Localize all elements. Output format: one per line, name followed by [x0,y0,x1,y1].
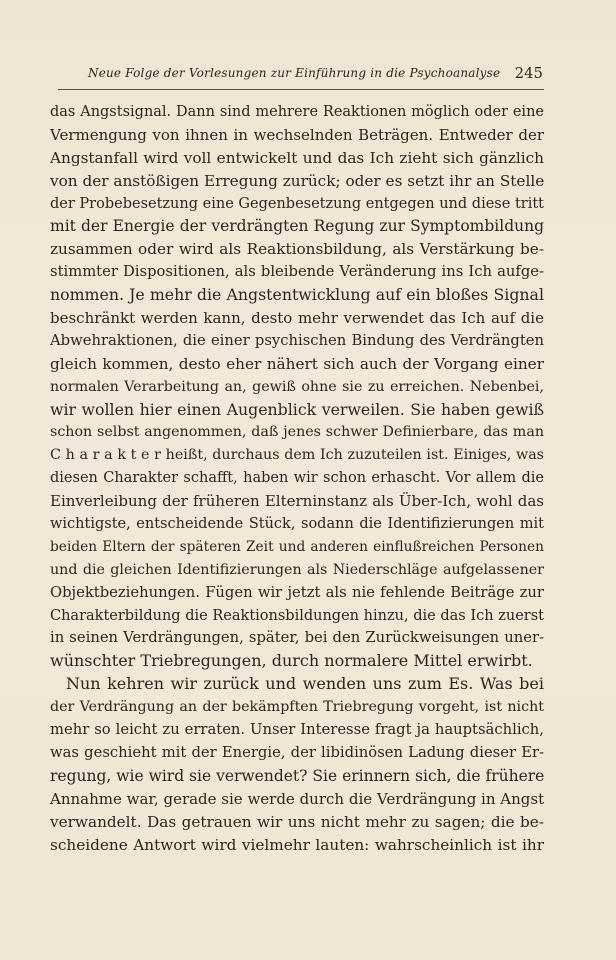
text-line: von der anstößigen Erregung zurück; oder es setzt ihr an Stelle [50,171,544,190]
text-line: Annahme war, gerade sie werde durch die Verdrängung in Angst [50,789,544,808]
text-line: wir wollen hier einen Augenblick verweilen. Sie haben gewiß [50,399,544,419]
text-line: diesen Charakter schafft, haben wir schon erhascht. Vor allem die [50,470,544,487]
text-line: Abwehraktionen, die einer psychischen Bindung des Verdrängten [50,331,544,349]
text-line: Angstanfall wird voll entwickelt und das Ich zieht sich gänzlich [50,148,544,167]
text-line: der Probebesetzung eine Gegenbesetzung entgegen und diese tritt [50,195,544,212]
text-line: nommen. Je mehr die Angstentwicklung auf ein bloßes Signal [50,285,544,305]
text-line: das Angstsignal. Dann sind mehrere Reaktionen möglich oder eine [50,104,544,120]
body-text [50,101,544,856]
text-line: Einverleibung der früheren Elterninstanz als Über-Ich, wohl das [50,492,544,511]
header-rule [58,89,544,90]
text-line: zusammen oder wird als Reaktionsbildung, als Verstärkung be- [50,240,544,259]
text-line: in seinen Verdrängungen, später, bei den Zurückweisungen uner- [50,629,544,647]
text-line: und die gleichen Identifizierungen als Niederschläge aufgelassener [50,561,544,578]
running-head [88,62,543,86]
text-line: wünschter Triebregungen, durch normalere Mittel erwirbt. [50,651,533,671]
text-line: Charakterbildung die Reaktionsbildungen hinzu, die das Ich zuerst [50,607,544,624]
text-line: verwandelt. Das getrauen wir uns nicht mehr zu sagen; die be- [50,812,544,831]
text-line: mit der Energie der verdrängten Regung zur Symptombildung [50,217,544,236]
page-number: 245 [514,66,543,82]
text-line: wichtigste, entscheidende Stück, sodann die Identifizierungen mit [50,516,544,533]
text-line: Objektbeziehungen. Fügen wir jetzt als nie fehlende Beiträge zur [50,583,544,601]
text-line: was geschieht mit der Energie, der libidinösen Ladung dieser Er- [50,743,544,761]
text-line: C h a r a k t e r heißt, durchaus dem Ich zuzuteilen ist. Einiges, was [50,447,544,464]
running-title: Neue Folge der Vorlesungen zur Einführung in die Psychoanalyse [88,66,501,80]
text-line: scheidene Antwort wird vielmehr lauten: wahrscheinlich ist ihr [50,835,544,854]
text-line: der Verdrängung an der bekämpften Triebregung vorgeht, ist nicht [50,699,544,716]
text-line: stimmter Dispositionen, als bleibende Veränderung ins Ich aufge- [50,263,544,281]
text-line: schon selbst angenommen, daß jenes schwer Definierbare, das man [50,424,544,441]
text-line: Vermengung von ihnen in wechselnden Beträgen. Entweder der [50,125,544,144]
text-line: mehr so leicht zu erraten. Unser Interesse fragt ja hauptsächlich, [50,721,544,739]
text-line: beschränkt werden kann, desto mehr verwendet das Ich auf die [50,309,544,328]
text-line: normalen Verarbeitung an, gewiß ohne sie zu erreichen. Nebenbei, [50,378,544,395]
text-line: beiden Eltern der späteren Zeit und anderen einflußreichen Personen [50,538,544,555]
text-line: gleich kommen, desto eher nähert sich auch der Vorgang einer [50,354,544,373]
text-line: regung, wie wird sie verwendet? Sie erinnern sich, die frühere [50,766,544,785]
text-line: Nun kehren wir zurück und wenden uns zum Es. Was bei [66,674,544,694]
